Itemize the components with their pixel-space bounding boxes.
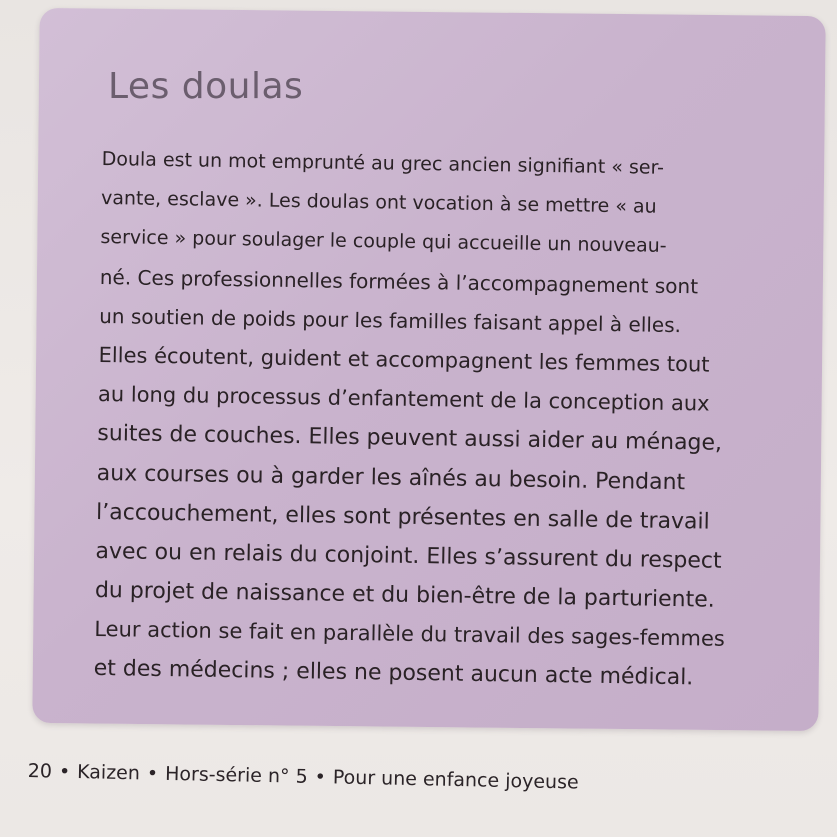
body-line: service » pour soulager le couple qui accueille un nouveau- xyxy=(100,226,667,258)
body-line: un soutien de poids pour les familles faisant appel à elles. xyxy=(99,303,682,337)
box-body xyxy=(93,140,767,699)
body-line: vante, esclave ». Les doulas ont vocation à se mettre « au xyxy=(100,187,657,218)
body-line: Leur action se fait en parallèle du travail des sages-femmes xyxy=(94,617,726,652)
body-line: né. Ces professionnelles formées à l’accompagnement sont xyxy=(99,264,699,298)
body-line: Doula est un mot emprunté au grec ancien signifiant « ser- xyxy=(101,147,665,179)
body-line: au long du processus d’enfantement de la conception aux xyxy=(97,382,710,416)
page-number: 20 xyxy=(27,760,53,783)
footer-separator: • xyxy=(58,760,71,783)
body-line: du projet de naissance et du bien-être de la parturiente. xyxy=(94,578,715,613)
body-line: avec ou en relais du conjoint. Elles s’assurent du respect xyxy=(95,538,722,574)
body-line: suites de couches. Elles peuvent aussi aider au ménage, xyxy=(97,421,723,457)
page-footer xyxy=(28,760,579,794)
box-title: Les doulas xyxy=(108,66,304,107)
issue-label: Hors-série n° 5 xyxy=(164,762,308,788)
body-line: Elles écoutent, guident et accompagnent les femmes tout xyxy=(98,342,710,377)
body-line: et des médecins ; elles ne posent aucun acte médical. xyxy=(93,656,694,691)
footer-separator: • xyxy=(146,762,159,785)
body-line: aux courses ou à garder les aînés au besoin. Pendant xyxy=(96,460,686,495)
footer-separator: • xyxy=(314,766,327,789)
section-title: Pour une enfance joyeuse xyxy=(332,766,579,794)
body-line: l’accouchement, elles sont présentes en salle de travail xyxy=(95,499,710,535)
magazine-name: Kaizen xyxy=(76,761,141,785)
